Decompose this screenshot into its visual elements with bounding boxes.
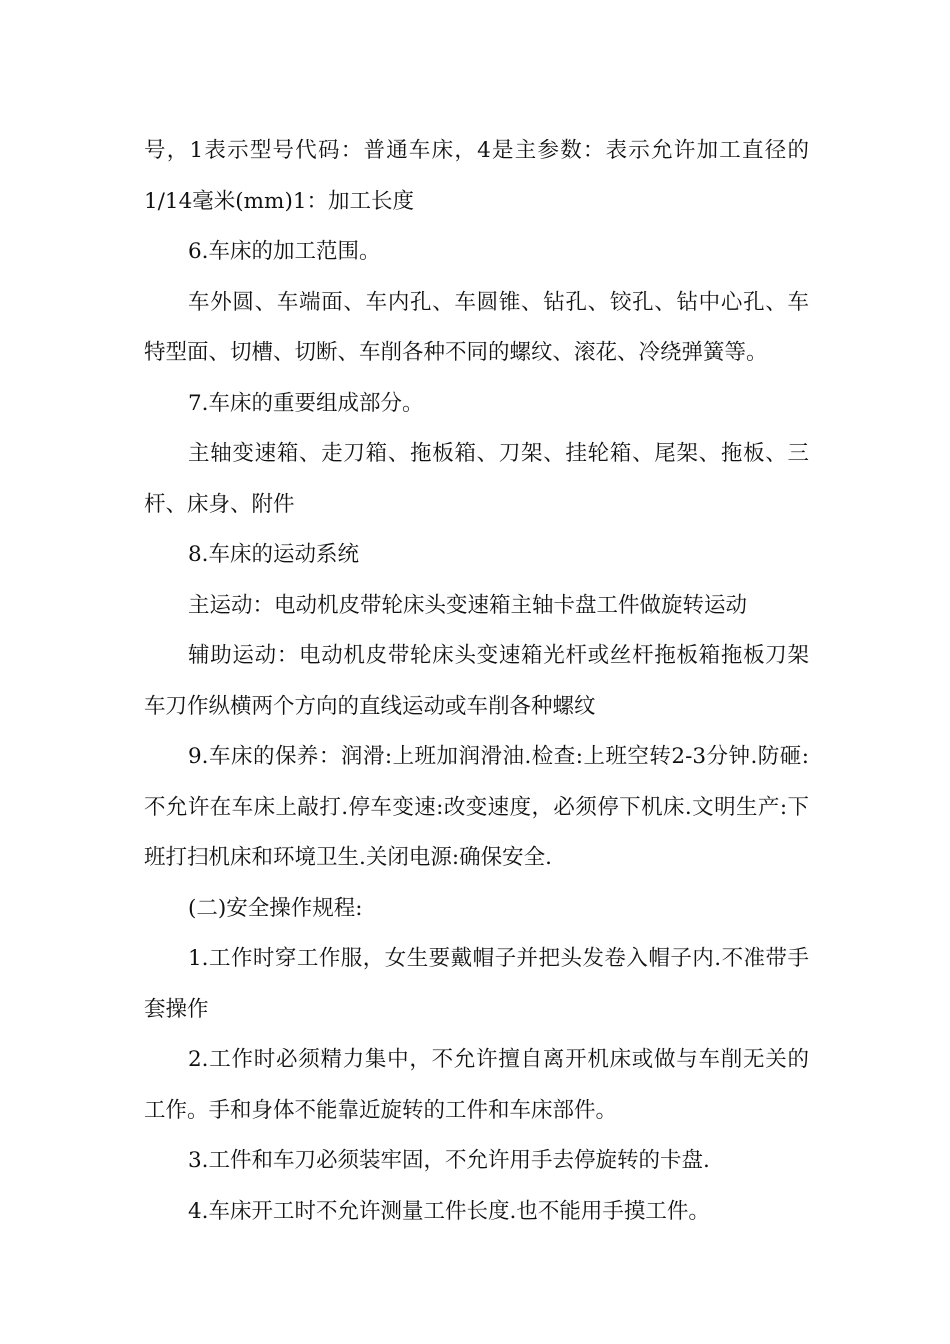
paragraph-machining-range: 车外圆、车端面、车内孔、车圆锥、钻孔、铰孔、钻中心孔、车特型面、切槽、切断、车削各种不同的螺纹、滚花、冷绕弹簧等。 [144,289,809,365]
safety-rule-2: 2.工作时必须精力集中，不允许擅自离开机床或做与车削无关的工作。手和身体不能靠近旋转的工件和车床部件。 [144,1047,809,1123]
safety-rule-4: 4.车床开工时不允许测量工件长度.也不能用手摸工件。 [188,1198,710,1224]
heading-motion-system: 8.车床的运动系统 [188,542,360,567]
paragraph-main-motion: 主运动：电动机皮带轮床头变速箱主轴卡盘工件做旋转运动 [188,592,748,618]
document-body [144,126,809,1237]
heading-machining-range: 6.车床的加工范围。 [188,239,381,264]
safety-rule-1: 1.工作时穿工作服，女生要戴帽子并把头发卷入帽子内.不准带手套操作 [144,946,809,1022]
safety-rule-3: 3.工件和车刀必须装牢固，不允许用手去停旋转的卡盘. [188,1148,710,1173]
heading-safety-rules: (二)安全操作规程: [188,895,363,921]
paragraph-auxiliary-motion: 辅助运动：电动机皮带轮床头变速箱光杆或丝杆拖板箱拖板刀架车刀作纵横两个方向的直线运动或车削各种螺纹 [144,643,809,719]
paragraph-maintenance: 9.车床的保养：润滑:上班加润滑油.检查:上班空转2-3分钟.防砸:不允许在车床上敲打.停车变速:改变速度，必须停下机床.文明生产:下班打扫机床和环境卫生.关闭电源:确保安全. [144,744,809,870]
paragraph-main-components: 主轴变速箱、走刀箱、拖板箱、刀架、挂轮箱、尾架、拖板、三杆、床身、附件 [144,441,809,517]
paragraph-model-code: 号，1表示型号代码：普通车床，4是主参数：表示允许加工直径的1/14毫米(mm)1：加工长度 [144,138,809,214]
heading-main-components: 7.车床的重要组成部分。 [188,390,424,416]
